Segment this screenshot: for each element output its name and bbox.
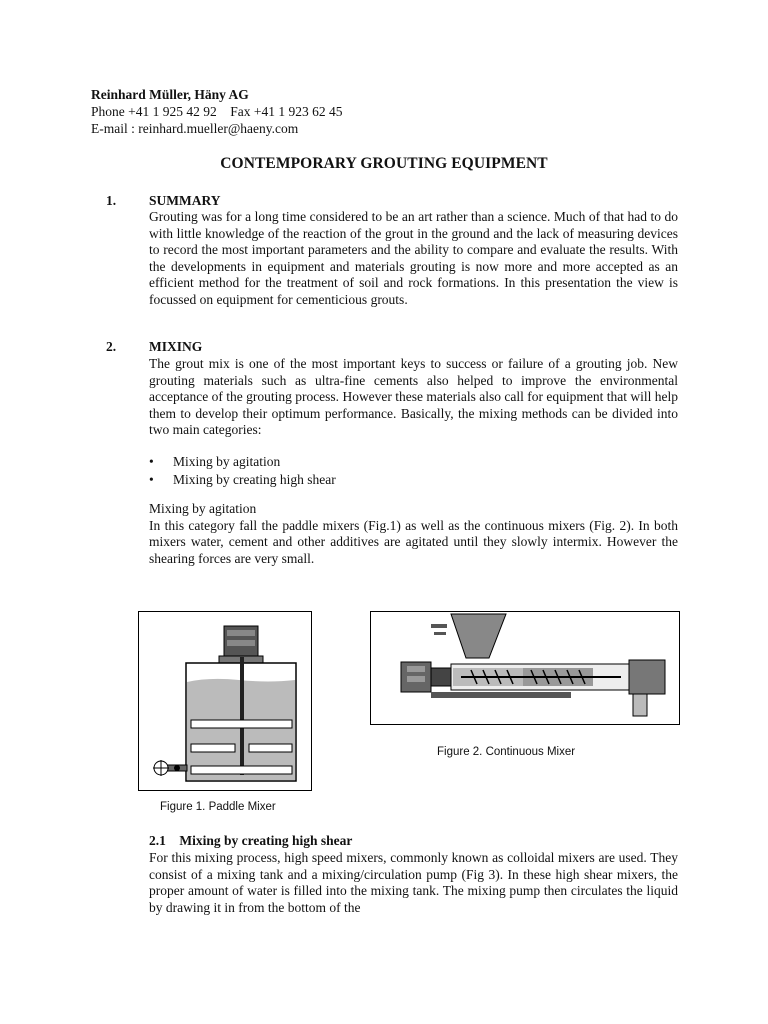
author-name: Reinhard Müller, Häny AG: [91, 87, 249, 102]
figure-2-continuous-mixer: [370, 611, 680, 725]
agitation-label: Mixing by agitation: [149, 501, 257, 516]
email: E-mail : reinhard.mueller@haeny.com: [91, 121, 299, 136]
figure-2-caption: Figure 2. Continuous Mixer: [437, 746, 576, 758]
subsection-2-1-heading: 2.1 Mixing by creating high shear: [149, 833, 353, 848]
section-1-heading: SUMMARY: [149, 193, 221, 208]
mixing-categories-list: [149, 453, 336, 489]
continuous-mixer-drawing: [371, 612, 679, 724]
author-header: [91, 86, 342, 137]
section-2-number: 2.: [106, 339, 117, 354]
figure-1-caption: Figure 1. Paddle Mixer: [160, 801, 276, 813]
list-item: [149, 471, 336, 489]
list-item: [149, 453, 336, 471]
section-2-text: [149, 356, 678, 439]
list-item-label: Mixing by creating high shear: [173, 472, 336, 487]
bullet-icon: •: [149, 472, 154, 487]
section-2-paragraph: The grout mix is one of the most important keys to success or failure of a grouting job. New grouting materials such as ultra-fine cements also helped to improve the environmental acceptance of the grouting process. However these materials also call for equipment that will help them to develop their optimum performance. Basically, the mixing methods can be divided into two main categories:: [149, 356, 678, 438]
list-item-label: Mixing by agitation: [173, 454, 281, 469]
agitation-subsection: [149, 501, 678, 567]
subsection-2-1-paragraph: For this mixing process, high speed mixers, commonly known as colloidal mixers are used. They consist of a mixing tank and a mixing/circulation pump (Fig 3). In these high shear mixers, the proper amount of water is filled into the mixing tank. The mixing pump then circulates the liquid by drawing it in from the bottom of the: [149, 850, 678, 915]
phone-fax: Phone +41 1 925 42 92 Fax +41 1 923 62 45: [91, 104, 343, 119]
section-2-heading: MIXING: [149, 339, 203, 354]
section-1-paragraph: Grouting was for a long time considered to be an art rather than a science. Much of that had to do with little knowledge of the reaction of the grout in the ground and the lack of measuring devices to record the most important parameters and the ability to compare and evaluate the results. With the developments in equipment and materials grouting is now more and more accepted as an efficient method for the treatment of soil and rock formations. In this presentation the view is focussed on equipment for cementicious grouts.: [149, 209, 678, 307]
section-1-number: 1.: [106, 193, 117, 208]
bullet-icon: •: [149, 454, 154, 469]
figure-1-paddle-mixer: [138, 611, 312, 791]
section-1-text: [149, 209, 678, 309]
agitation-text: In this category fall the paddle mixers (Fig.1) as well as the continuous mixers (Fig. 2). In both mixers water, cement and other additives are agitated until they slowly intermix. However the shearing forces are very small.: [149, 517, 678, 566]
document-title: CONTEMPORARY GROUTING EQUIPMENT: [220, 155, 548, 172]
subsection-2-1-text: [149, 850, 678, 916]
paddle-mixer-drawing: [139, 612, 311, 790]
